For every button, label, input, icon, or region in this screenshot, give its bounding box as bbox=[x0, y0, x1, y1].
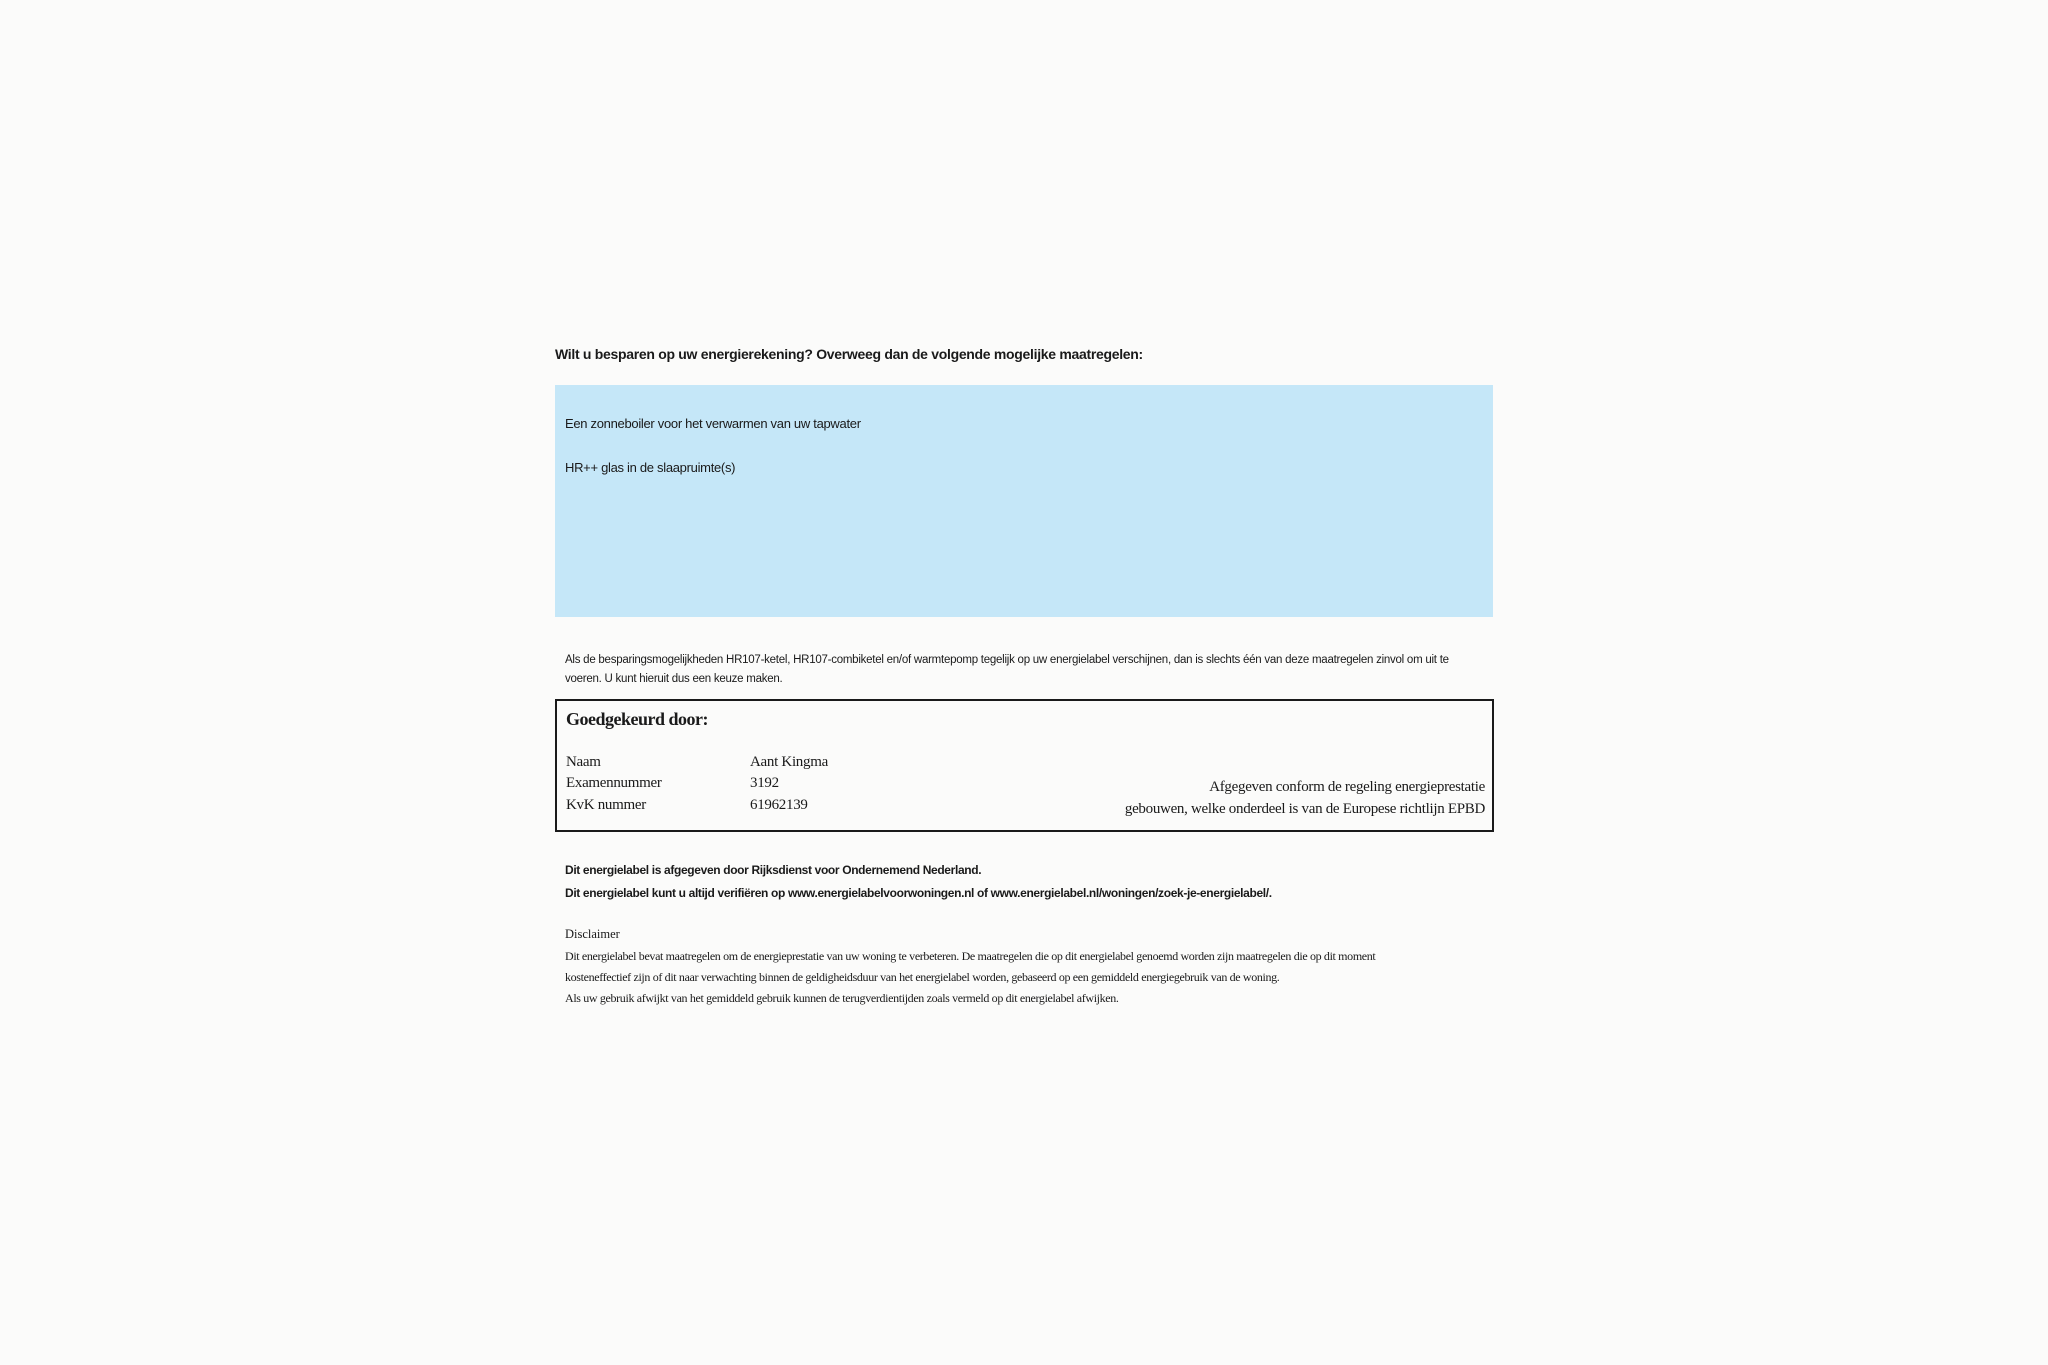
verify-text: Dit energielabel kunt u altijd verifiëren op www.energielabelvoorwoningen.nl of www.energielabel.nl/woningen/zoek-je-energielabel/. bbox=[565, 886, 1272, 900]
name-value: Aant Kingma bbox=[750, 754, 828, 770]
disclaimer-line: Dit energielabel bevat maatregelen om de energieprestatie van uw woning te verbeteren. De maatregelen die op dit energielabel genoemd worden zijn maatregelen die op dit moment bbox=[565, 949, 1376, 963]
measures-heading: Wilt u besparen op uw energierekening? Overweeg dan de volgende mogelijke maatregelen: bbox=[555, 346, 1143, 362]
conformity-statement bbox=[1125, 776, 1485, 820]
disclaimer-line: kosteneffectief zijn of dit naar verwachting binnen de geldigheidsduur van het energielabel worden, gebaseerd op een gemiddeld energiegebruik van de woning. bbox=[565, 970, 1280, 984]
kvk-number-value: 61962139 bbox=[750, 797, 808, 813]
measures-box bbox=[555, 385, 1493, 617]
conformity-line: gebouwen, welke onderdeel is van de Europese richtlijn EPBD bbox=[1124, 801, 1485, 817]
name-label: Naam bbox=[566, 754, 601, 770]
approval-box bbox=[555, 699, 1494, 832]
disclaimer-line: Als uw gebruik afwijkt van het gemiddeld gebruik kunnen de terugverdientijden zoals vermeld op dit energielabel afwijken. bbox=[565, 991, 1119, 1005]
measure-item: HR++ glas in de slaapruimte(s) bbox=[565, 460, 736, 475]
disclaimer-title: Disclaimer bbox=[565, 927, 620, 941]
approval-title: Goedgekeurd door: bbox=[566, 709, 708, 729]
issued-by-text: Dit energielabel is afgegeven door Rijksdienst voor Ondernemend Nederland. bbox=[565, 863, 982, 877]
exam-number-label: Examennummer bbox=[566, 775, 662, 791]
conformity-line: Afgegeven conform de regeling energieprestatie bbox=[1209, 779, 1485, 795]
measure-item: Een zonneboiler voor het verwarmen van uw tapwater bbox=[565, 416, 861, 431]
exam-number-value: 3192 bbox=[750, 775, 779, 791]
kvk-number-label: KvK nummer bbox=[566, 797, 646, 813]
heating-choice-note: Als de besparingsmogelijkheden HR107-ketel, HR107-combiketel en/of warmtepomp tegelijk op uw energielabel verschijnen, dan is slechts één van deze maatregelen zinvol om uit te voeren. U kunt hieruit dus een keuze maken. bbox=[565, 654, 1449, 685]
